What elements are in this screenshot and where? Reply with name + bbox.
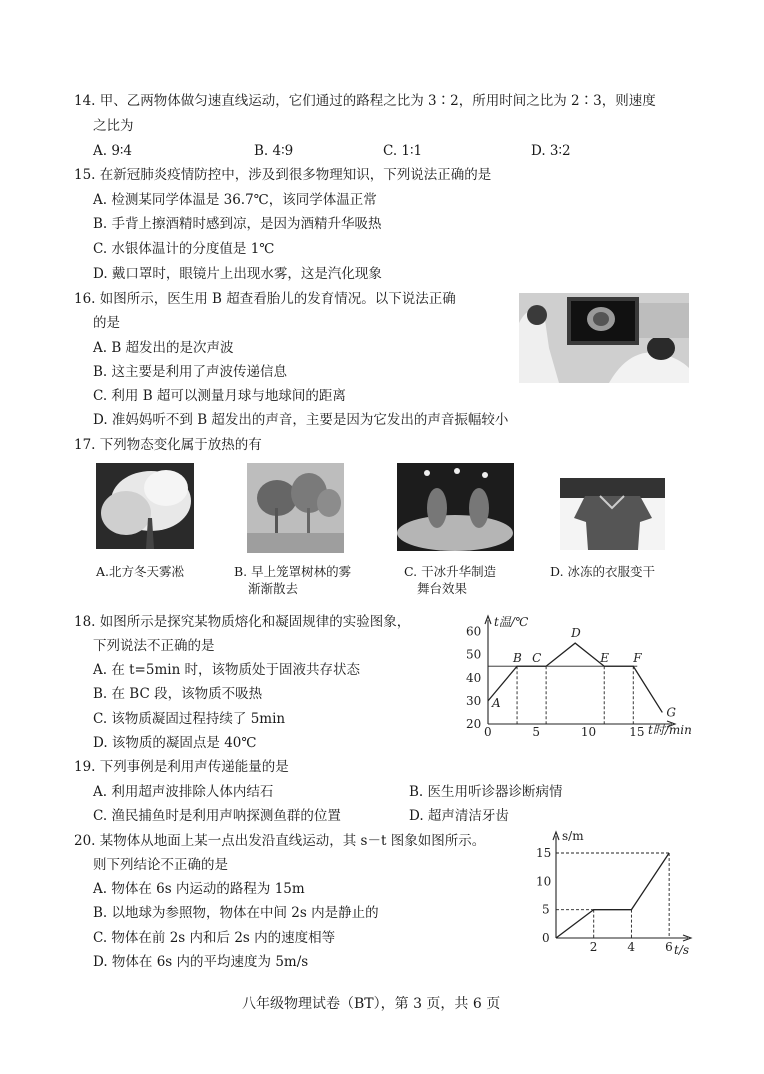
q14-option-d: D. 3∶2 — [531, 143, 571, 159]
y-tick-label: 50 — [466, 647, 482, 662]
x-tick-label: 4 — [627, 940, 636, 954]
q18-option-a: A. 在 t=5min 时，该物质处于固液共存状态 — [93, 662, 361, 678]
q18-option-d: D. 该物质的凝固点是 40℃ — [93, 735, 257, 751]
frozen-clothes-photo — [560, 478, 665, 550]
q17-caption-a: A.北方冬天雾凇 — [96, 564, 185, 579]
point-label-F: F — [633, 651, 642, 666]
q16-stem-cont: 的是 — [93, 315, 120, 331]
y-tick-label: 40 — [466, 670, 482, 685]
q18-stem: 18. 如图所示是探究某物质熔化和凝固规律的实验图象， — [74, 614, 411, 630]
melting-curve-chart — [462, 606, 692, 736]
x-tick-label: 6 — [665, 940, 673, 954]
x-tick-label: 10 — [580, 725, 597, 736]
q15-option-b: B. 手背上擦酒精时感到凉，是因为酒精升华吸热 — [93, 216, 382, 232]
distance-time-chart — [530, 826, 700, 961]
point-label-B: B — [513, 651, 522, 666]
q18-option-c: C. 该物质凝固过程持续了 5min — [93, 711, 286, 727]
q20-option-c: C. 物体在前 2s 内和后 2s 内的速度相等 — [93, 930, 336, 946]
y-tick-label: 30 — [466, 693, 482, 708]
y-axis-label: t温/℃ — [494, 615, 529, 629]
x-axis-label: t时/min — [648, 723, 692, 736]
y-tick-label: 10 — [536, 874, 552, 889]
q17-caption-d: D. 冰冻的衣服变干 — [550, 564, 656, 579]
q19-option-c: C. 渔民捕鱼时是利用声呐探测鱼群的位置 — [93, 808, 341, 824]
q18-option-b: B. 在 BC 段，该物质不吸热 — [93, 686, 263, 702]
q17-stem: 17. 下列物态变化属于放热的有 — [74, 437, 262, 453]
point-label-C: C — [532, 651, 542, 666]
x-axis-label: t/s — [674, 943, 690, 957]
y-tick-label: 60 — [466, 624, 482, 639]
q16-option-c: C. 利用 B 超可以测量月球与地球间的距离 — [93, 388, 346, 404]
q20-stem: 20. 某物体从地面上某一点出发沿直线运动，其 s－t 图象如图所示。 — [74, 833, 486, 849]
foggy-forest-photo — [247, 463, 344, 553]
q16-option-d: D. 准妈妈听不到 B 超发出的声音，主要是因为它发出的声音振幅较小 — [93, 412, 509, 428]
q14-option-a: A. 9∶4 — [93, 143, 133, 159]
q14-option-c: C. 1∶1 — [383, 143, 423, 159]
y-tick-label: 15 — [536, 846, 552, 860]
q14-stem: 14. 甲、乙两物体做匀速直线运动，它们通过的路程之比为 3∶2，所用时间之比为 2∶3，则速度 — [74, 93, 656, 109]
distance-curve — [556, 853, 669, 938]
q20-option-b: B. 以地球为参照物，物体在中间 2s 内是静止的 — [93, 905, 379, 921]
q19-stem: 19. 下列事例是利用声传递能量的是 — [74, 759, 289, 775]
q19-option-d: D. 超声清洁牙齿 — [409, 808, 509, 824]
x-tick-label: 15 — [629, 725, 645, 736]
q14-stem-cont: 之比为 — [93, 118, 134, 134]
x-tick-label: 0 — [484, 725, 492, 736]
q20-option-d: D. 物体在 6s 内的平均速度为 5m/s — [93, 954, 309, 970]
q15-option-c: C. 水银体温计的分度值是 1℃ — [93, 241, 275, 257]
point-label-G: G — [666, 705, 676, 720]
q16-option-a: A. B 超发出的是次声波 — [93, 340, 234, 356]
q20-stem-cont: 则下列结论不正确的是 — [93, 857, 228, 873]
q17-caption-b-line2: 渐渐散去 — [248, 581, 299, 596]
point-label-D: D — [571, 626, 581, 641]
q17-caption-c-line1: C. 干冰升华制造 — [404, 564, 497, 579]
q15-option-a: A. 检测某同学体温是 36.7℃，该同学体温正常 — [93, 192, 377, 208]
y-tick-label: 5 — [542, 902, 550, 917]
q19-option-b: B. 医生用听诊器诊断病情 — [409, 784, 563, 800]
y-tick-label: 20 — [466, 717, 482, 731]
q17-caption-c-line2: 舞台效果 — [417, 581, 468, 596]
ultrasound-exam-photo — [519, 293, 689, 383]
q16-stem: 16. 如图所示，医生用 B 超查看胎儿的发育情况。以下说法正确 — [74, 291, 456, 307]
y-axis-label: s/m — [562, 829, 584, 843]
q20-option-a: A. 物体在 6s 内运动的路程为 15m — [93, 881, 305, 897]
x-tick-label: 2 — [589, 940, 598, 954]
page-footer: 八年级物理试卷（BT），第 3 页，共 6 页 — [242, 996, 501, 1012]
q15-stem: 15. 在新冠肺炎疫情防控中，涉及到很多物理知识，下列说法正确的是 — [74, 167, 492, 183]
q14-option-b: B. 4∶9 — [254, 143, 294, 159]
q16-option-b: B. 这主要是利用了声波传递信息 — [93, 364, 288, 380]
point-label-E: E — [600, 651, 609, 666]
q15-option-d: D. 戴口罩时，眼镜片上出现水雾，这是汽化现象 — [93, 266, 382, 282]
q18-stem-cont: 下列说法不正确的是 — [93, 638, 215, 654]
q19-option-a: A. 利用超声波排除人体内结石 — [93, 784, 274, 800]
rime-frost-photo — [96, 463, 194, 549]
stage-dry-ice-photo — [397, 463, 514, 551]
point-label-A: A — [492, 695, 501, 710]
y-tick-label: 0 — [542, 931, 550, 945]
q17-caption-b-line1: B. 早上笼罩树林的雾 — [234, 564, 352, 579]
x-tick-label: 5 — [532, 725, 541, 736]
